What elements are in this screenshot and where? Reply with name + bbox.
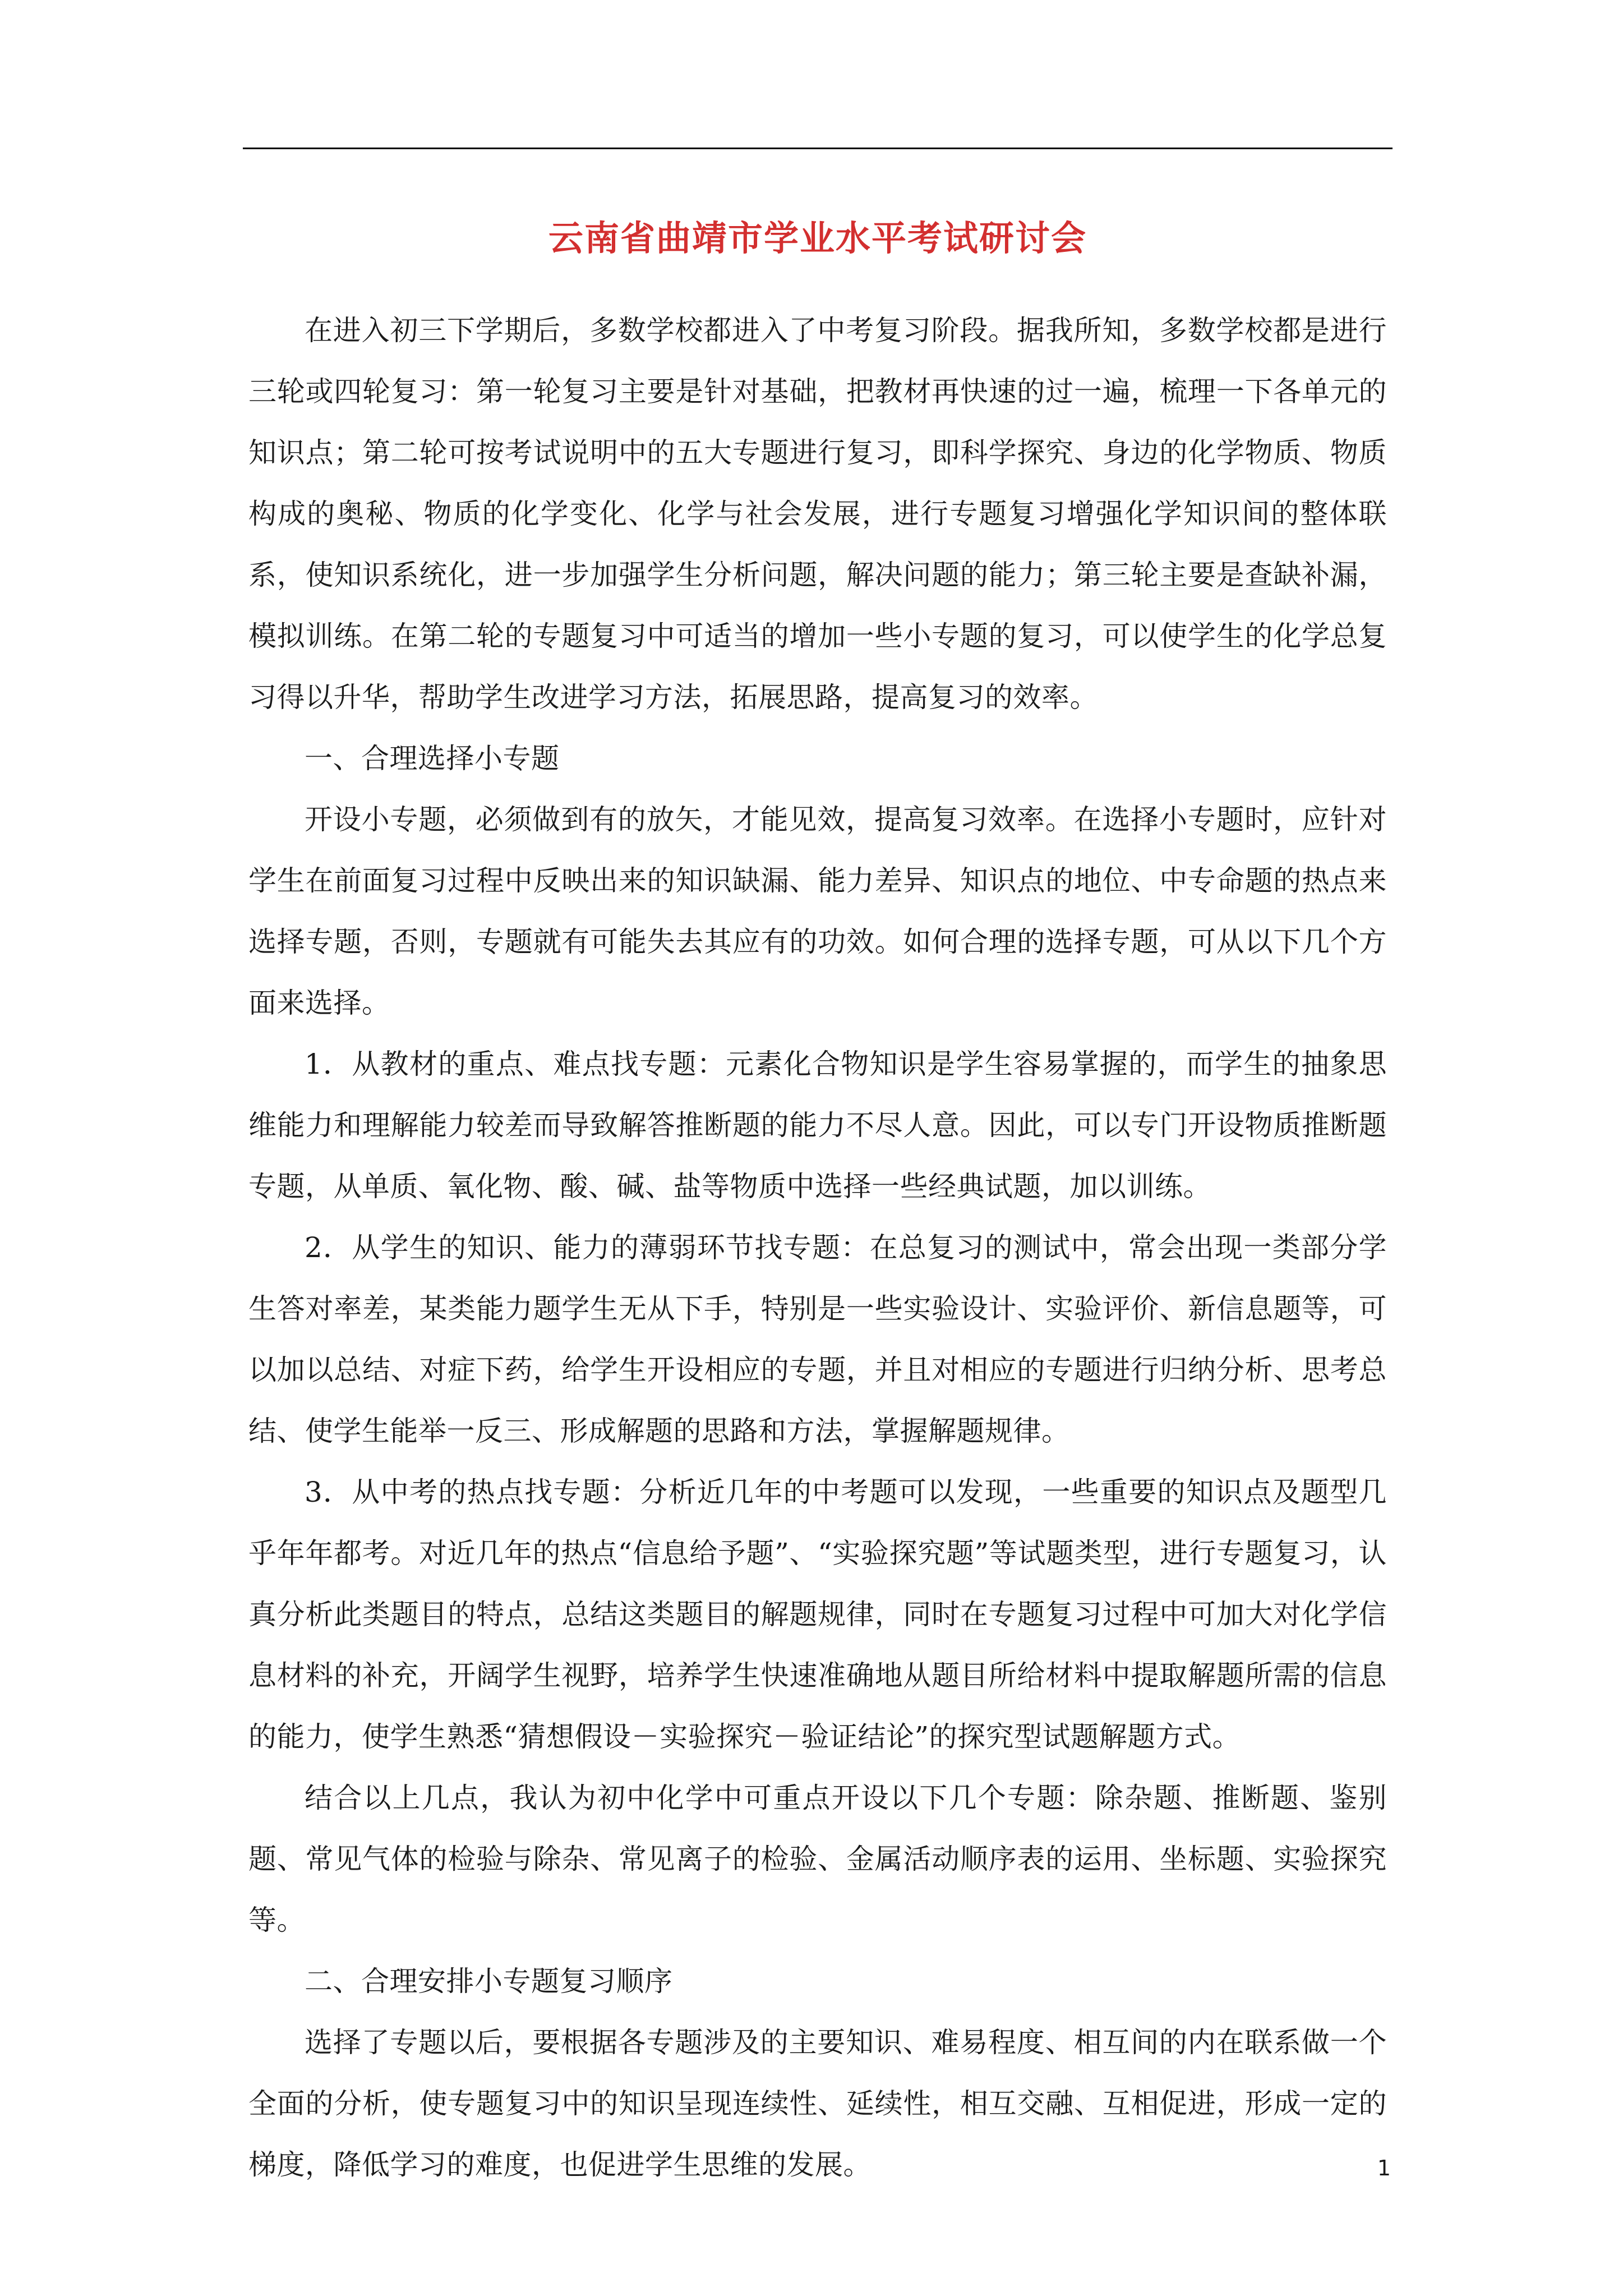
paragraph-section-2: 选择了专题以后，要根据各专题涉及的主要知识、难易程度、相互间的内在联系做一个全面的分析，使专题复习中的知识呈现连续性、延续性，相互交融、互相促进，形成一定的梯度，降低学习的难度，也促进学生思维的发展。 [248, 2026, 1387, 2181]
document-title: 云南省曲靖市学业水平考试研讨会 [548, 218, 1087, 259]
paragraph-section-1: 开设小专题，必须做到有的放矢，才能见效，提高复习效率。在选择小专题时，应针对学生在前面复习过程中反映出来的知识缺漏、能力差异、知识点的地位、中专命题的热点来选择专题，否则，专题就有可能失去其应有的功效。如何合理的选择专题，可从以下几个方面来选择。 [248, 803, 1387, 1019]
page-number: 1 [1377, 2156, 1391, 2180]
paragraph-summary: 结合以上几点，我认为初中化学中可重点开设以下几个专题：除杂题、推断题、鉴别题、常见气体的检验与除杂、常见离子的检验、金属活动顺序表的运用、坐标题、实验探究等。 [248, 1782, 1387, 1936]
paragraph-intro: 在进入初三下学期后，多数学校都进入了中考复习阶段。据我所知，多数学校都是进行三轮或四轮复习：第一轮复习主要是针对基础，把教材再快速的过一遍，梳理一下各单元的知识点；第二轮可按考试说明中的五大专题进行复习，即科学探究、身边的化学物质、物质构成的奥秘、物质的化学变化、化学与社会发展，进行专题复习增强化学知识间的整体联系，使知识系统化，进一步加强学生分析问题，解决问题的能力；第三轮主要是查缺补漏，模拟训练。在第二轮的专题复习中可适当的增加一些小专题的复习，可以使学生的化学总复习得以升华，帮助学生改进学习方法，拓展思路，提高复习的效率。 [248, 314, 1387, 714]
header-rule [243, 148, 1393, 149]
paragraph-item-3: 3．从中考的热点找专题：分析近几年的中考题可以发现，一些重要的知识点及题型几乎年年都考。对近几年的热点“信息给予题”、“实验探究题”等试题类型，进行专题复习，认真分析此类题目的特点，总结这类题目的解题规律，同时在专题复习过程中可加大对化学信息材料的补充，开阔学生视野，培养学生快速准确地从题目所给材料中提取解题所需的信息的能力，使学生熟悉“猜想假设－实验探究－验证结论”的探究型试题解题方式。 [248, 1476, 1387, 1753]
paragraph-item-1: 1．从教材的重点、难点找专题：元素化合物知识是学生容易掌握的，而学生的抽象思维能力和理解能力较差而导致解答推断题的能力不尽人意。因此，可以专门开设物质推断题专题，从单质、氧化物、酸、碱、盐等物质中选择一些经典试题，加以训练。 [248, 1048, 1387, 1203]
paragraph-item-2: 2．从学生的知识、能力的薄弱环节找专题：在总复习的测试中，常会出现一类部分学生答对率差，某类能力题学生无从下手，特别是一些实验设计、实验评价、新信息题等，可以加以总结、对症下药，给学生开设相应的专题，并且对相应的专题进行归纳分析、思考总结、使学生能举一反三、形成解题的思路和方法，掌握解题规律。 [248, 1231, 1387, 1447]
section-heading-2: 二、合理安排小专题复习顺序 [305, 1965, 673, 1998]
section-heading-1: 一、合理选择小专题 [305, 742, 560, 775]
document-body [248, 300, 1387, 2196]
